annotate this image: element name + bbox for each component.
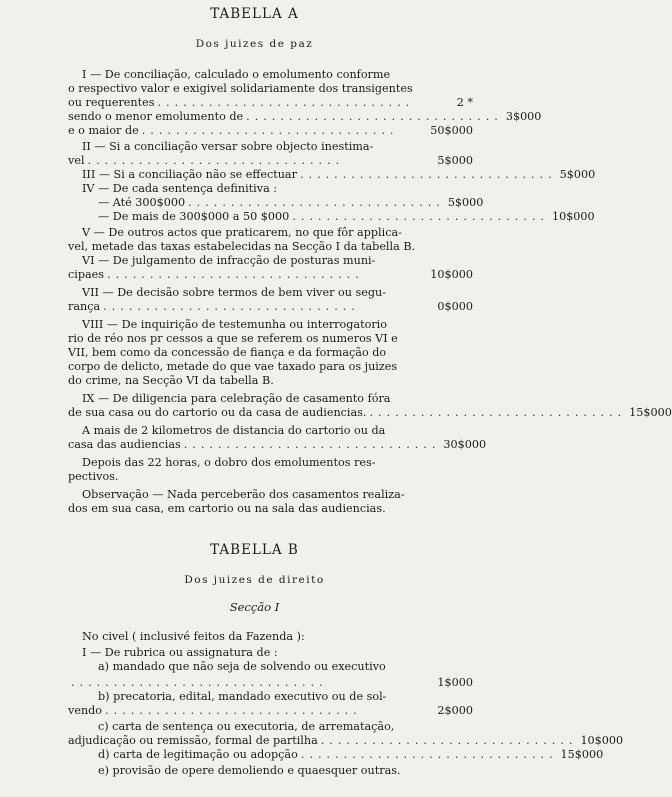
- table-a-line: IX — De diligencia para celebração de casamento fóra: [82, 392, 391, 405]
- line-text: ou requerentes: [68, 96, 155, 109]
- table-a-line: Observação — Nada perceberão dos casamentos realiza-: [82, 488, 405, 501]
- line-text: vendo: [68, 704, 103, 717]
- line-text: vel: [68, 154, 85, 167]
- table-a-line: o respectivo valor e exigivel solidariamente dos transigentes: [68, 82, 413, 95]
- table-a-line: Depois das 22 horas, o dobro dos emolumentos res-: [82, 456, 376, 469]
- table-b-line: b) precatoria, edital, mandado executivo ou de sol-: [98, 690, 387, 703]
- line-amount: 30$000: [443, 438, 487, 451]
- line-text: e o maior de: [68, 124, 139, 137]
- line-text: — Até 300$000: [98, 196, 186, 209]
- table-b-subtitle: Dos juizes de direito: [184, 574, 325, 586]
- line-text: casa das audiencias: [68, 438, 181, 451]
- line-amount: 3$000: [505, 110, 542, 123]
- table-b-line: No civel ( inclusivé feitos da Fazenda ):: [82, 630, 305, 643]
- table-a-line: ou requerentes .............................. 2 *: [68, 96, 473, 109]
- table-a-line: VIII — De inquirição de testemunha ou interrogatorio: [82, 318, 387, 331]
- line-amount: 0$000: [437, 300, 473, 313]
- table-a-line: — Até 300$000 .............................. 5$000: [98, 196, 484, 209]
- table-a-line: vel, metade das taxas estabelecidas na Secção I da tabella B.: [68, 240, 416, 253]
- line-text: rança: [68, 300, 101, 313]
- table-a-line: III — Si a conciliação não se effectuar .............................. 5$000: [82, 168, 596, 181]
- table-a-line: VII, bem como da concessão de fiança e da formação do: [68, 346, 387, 359]
- line-amount: 50$000: [430, 124, 473, 137]
- line-amount: 1$000: [437, 676, 473, 689]
- line-amount: 2$000: [437, 704, 473, 717]
- table-b-line: e) provisão de opere demoliendo e quaesquer outras.: [98, 764, 401, 777]
- line-text: III — Si a conciliação não se effectuar: [82, 168, 297, 181]
- table-a-line: cipaes .............................. 10$000: [68, 268, 473, 281]
- table-a-line: casa das audiencias .............................. 30$000: [68, 438, 487, 451]
- table-a-line: vel .............................. 5$000: [68, 154, 473, 167]
- table-a-line: VI — De julgamento de infracção de posturas muni-: [82, 254, 376, 267]
- table-a-subtitle: Dos juizes de paz: [195, 38, 314, 50]
- table-b-line: vendo .............................. 2$000: [68, 704, 473, 717]
- table-b-line: a) mandado que não seja de solvendo ou executivo: [98, 660, 386, 673]
- table-a-line: A mais de 2 kilometros de distancia do cartorio ou da: [82, 424, 386, 437]
- line-text: — De mais de 300$000 a 50 $000: [98, 210, 290, 223]
- line-amount: 5$000: [447, 196, 484, 209]
- line-text: d) carta de legitimação ou adopção: [98, 748, 298, 761]
- line-text: sendo o menor emolumento de: [68, 110, 244, 123]
- line-amount: 10$000: [580, 734, 624, 747]
- table-a-line: corpo de delicto, metade do que vae taxado para os juizes: [68, 360, 398, 373]
- table-b-line: I — De rubrica ou assignatura de :: [82, 646, 278, 659]
- table-a-line: dos em sua casa, em cartorio ou na sala das audiencias.: [68, 502, 386, 515]
- line-text: adjudicação ou remissão, formal de partilha: [68, 734, 318, 747]
- line-amount: 2 *: [456, 96, 473, 109]
- table-a-title: TABELLA A: [210, 6, 299, 22]
- table-a-line: II — Si a conciliação versar sobre objecto inestima-: [82, 140, 374, 153]
- line-amount: 5$000: [559, 168, 596, 181]
- table-a-line: IV — De cada sentença definitiva :: [82, 182, 278, 195]
- table-b-line: .............................. 1$000: [71, 676, 473, 689]
- table-a-line: pectivos.: [68, 470, 119, 483]
- table-a-line: sendo o menor emolumento de .............................. 3$000: [68, 110, 542, 123]
- table-a-line: — De mais de 300$000 a 50 $000 .............................. 10$000: [98, 210, 595, 223]
- table-a-line: rio de réo nos pr cessos a que se referem os numeros VI e: [68, 332, 398, 345]
- line-amount: 15$000: [629, 406, 672, 419]
- table-a-line: V — De outros actos que praticarem, no que fôr applica-: [82, 226, 402, 239]
- table-a-line: e o maior de .............................. 50$000: [68, 124, 473, 137]
- table-a-line: rança .............................. 0$000: [68, 300, 473, 313]
- table-b-title: TABELLA B: [210, 542, 299, 558]
- line-amount: 5$000: [437, 154, 473, 167]
- table-a-line: I — De conciliação, calculado o emolumento conforme: [82, 68, 391, 81]
- table-a-line: do crime, na Secção VI da tabella B.: [68, 374, 274, 387]
- line-amount: 15$000: [560, 748, 604, 761]
- table-b-line: adjudicação ou remissão, formal de partilha .............................. 10$000: [68, 734, 624, 747]
- line-text: cipaes: [68, 268, 105, 281]
- table-a-line: VII — De decisão sobre termos de bem viver ou segu-: [82, 286, 386, 299]
- table-b-line: c) carta de sentença ou executoria, de arrematação,: [98, 720, 395, 733]
- table-b-line: d) carta de legitimação ou adopção .............................. 15$000: [98, 748, 604, 761]
- line-amount: 10$000: [430, 268, 473, 281]
- table-b-section: Secção I: [229, 600, 280, 614]
- table-a-line: de sua casa ou do cartorio ou da casa de audiencias. .............................. 15$000: [68, 406, 672, 419]
- line-amount: 10$000: [551, 210, 595, 223]
- line-text: de sua casa ou do cartorio ou da casa de audiencias.: [68, 406, 367, 419]
